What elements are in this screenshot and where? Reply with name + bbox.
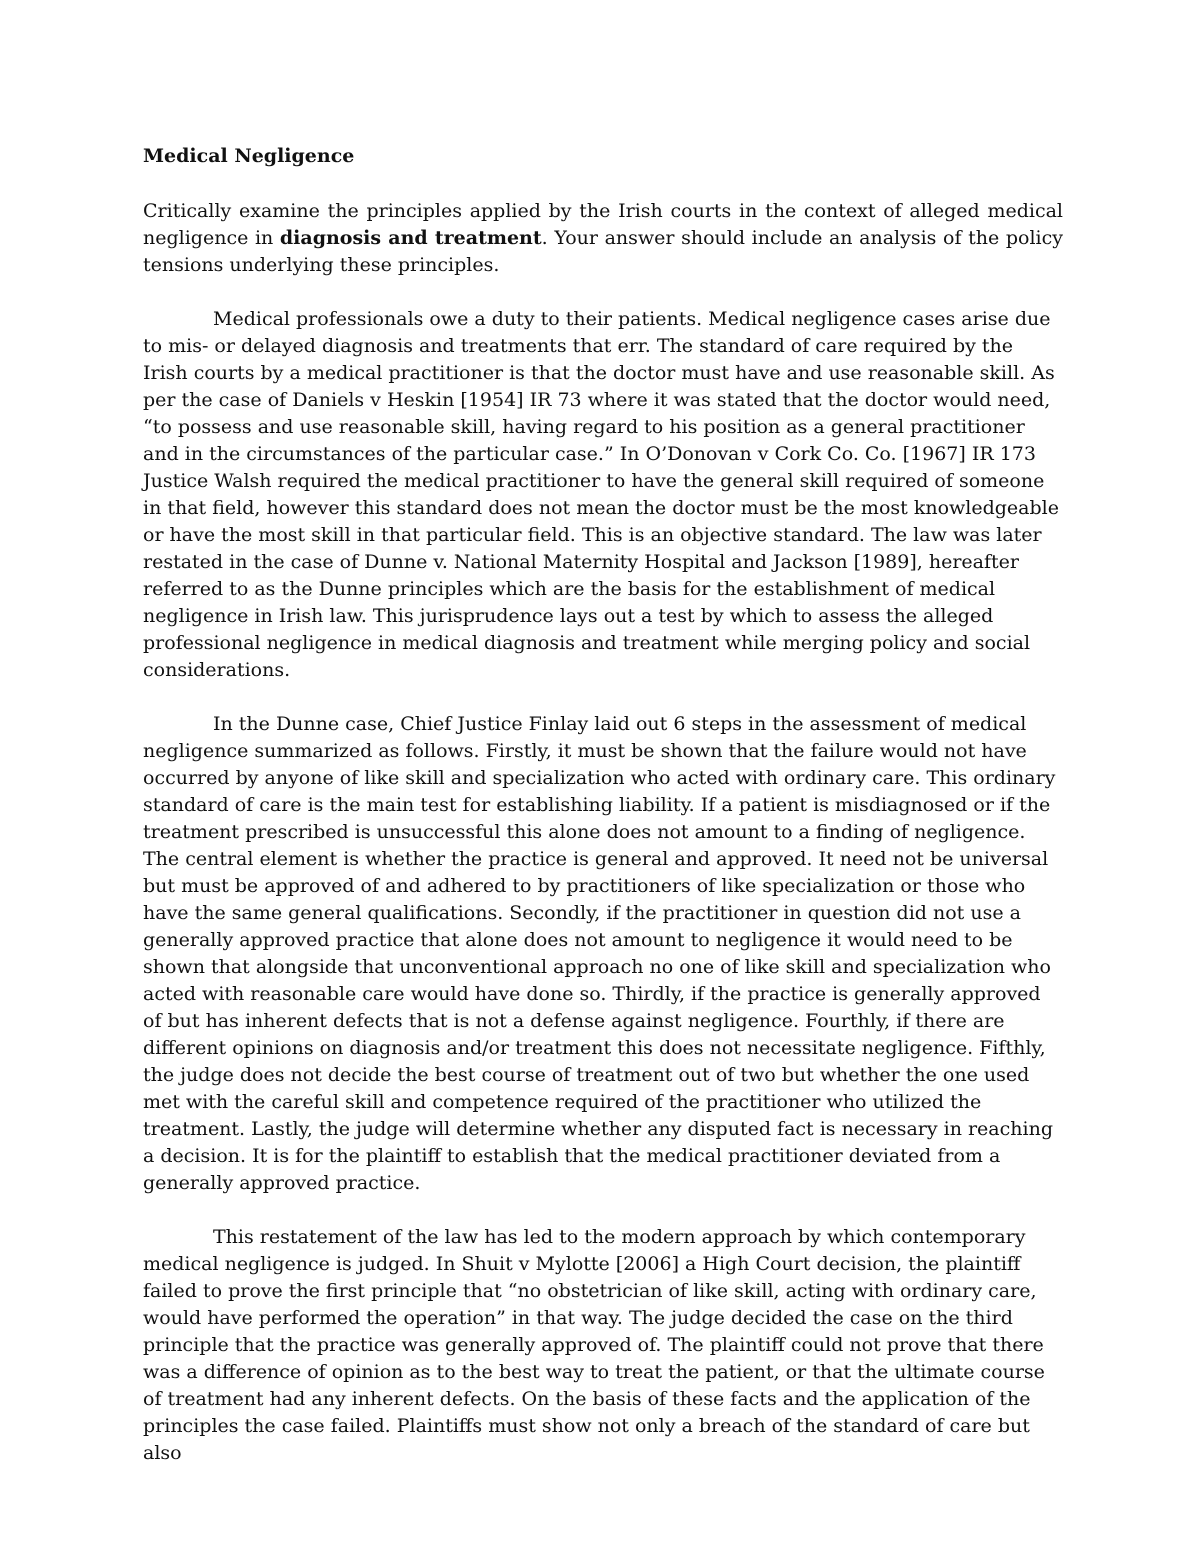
essay-question-text: Critically examine the principles applied by the Irish courts in the context of alleged medical negligence in (143, 200, 1063, 249)
document-title: Medical Negligence (143, 145, 355, 167)
body-paragraph-1: Medical professionals owe a duty to their patients. Medical negligence cases arise due to mis- or delayed diagnosis and treatments that err. The standard of care required by the Irish courts by a medical practitioner is that the doctor must have and use reasonable skill. As per the case of Daniels v Heskin [1954] IR 73 where it was stated that the doctor would need, “to possess and use reasonable skill, having regard to his position as a general practitioner and in the circumstances of the particular case.” In O’Donovan v Cork Co. Co. [1967] IR 173 Justice Walsh required the medical practitioner to have the general skill required of someone in that field, however this standard does not mean the doctor must be the most knowledgeable or have the most skill in that particular field. This is an objective standard. The law was later restated in the case of Dunne v. National Maternity Hospital and Jackson [1989], hereafter referred to as the Dunne principles which are the basis for the establishment of medical negligence in Irish law. This jurisprudence lays out a test by which to assess the alleged professional negligence in medical diagnosis and treatment while merging policy and social considerations. (143, 308, 1059, 681)
essay-question-text-end: . Your answer should include an analysis of the policy tensions underlying these principles. (143, 227, 1064, 276)
essay-question-emphasis: diagnosis and treatment (279, 227, 542, 249)
essay-question (143, 198, 1063, 279)
body-paragraph-2: In the Dunne case, Chief Justice Finlay laid out 6 steps in the assessment of medical negligence summarized as follows. Firstly, it must be shown that the failure would not have occurred by anyone of like skill and specialization who acted with ordinary care. This ordinary standard of care is the main test for establishing liability. If a patient is misdiagnosed or if the treatment prescribed is unsuccessful this alone does not amount to a finding of negligence. The central element is whether the practice is general and approved. It need not be universal but must be approved of and adhered to by practitioners of like specialization or those who have the same general qualifications. Secondly, if the practitioner in question did not use a generally approved practice that alone does not amount to negligence it would need to be shown that alongside that unconventional approach no one of like skill and specialization who acted with reasonable care would have done so. Thirdly, if the practice is generally approved of but has inherent defects that is not a defense against negligence. Fourthly, if there are different opinions on diagnosis and/or treatment this does not necessitate negligence. Fifthly, the judge does not decide the best course of treatment out of two but whether the one used met with the careful skill and competence required of the practitioner who utilized the treatment. Lastly, the judge will determine whether any disputed fact is necessary in reaching a decision. It is for the plaintiff to establish that the medical practitioner deviated from a generally approved practice. (143, 713, 1056, 1194)
document-body (143, 141, 1063, 1494)
body-paragraph-3: This restatement of the law has led to the modern approach by which contemporary medical negligence is judged. In Shuit v Mylotte [2006] a High Court decision, the plaintiff failed to prove the first principle that “no obstetrician of like skill, acting with ordinary care, would have performed the operation” in that way. The judge decided the case on the third principle that the practice was generally approved of. The plaintiff could not prove that there was a difference of opinion as to the best way to treat the patient, or that the ultimate course of treatment had any inherent defects. On the basis of these facts and the application of the principles the case failed. Plaintiffs must show not only a breach of the standard of care but also (143, 1226, 1045, 1464)
